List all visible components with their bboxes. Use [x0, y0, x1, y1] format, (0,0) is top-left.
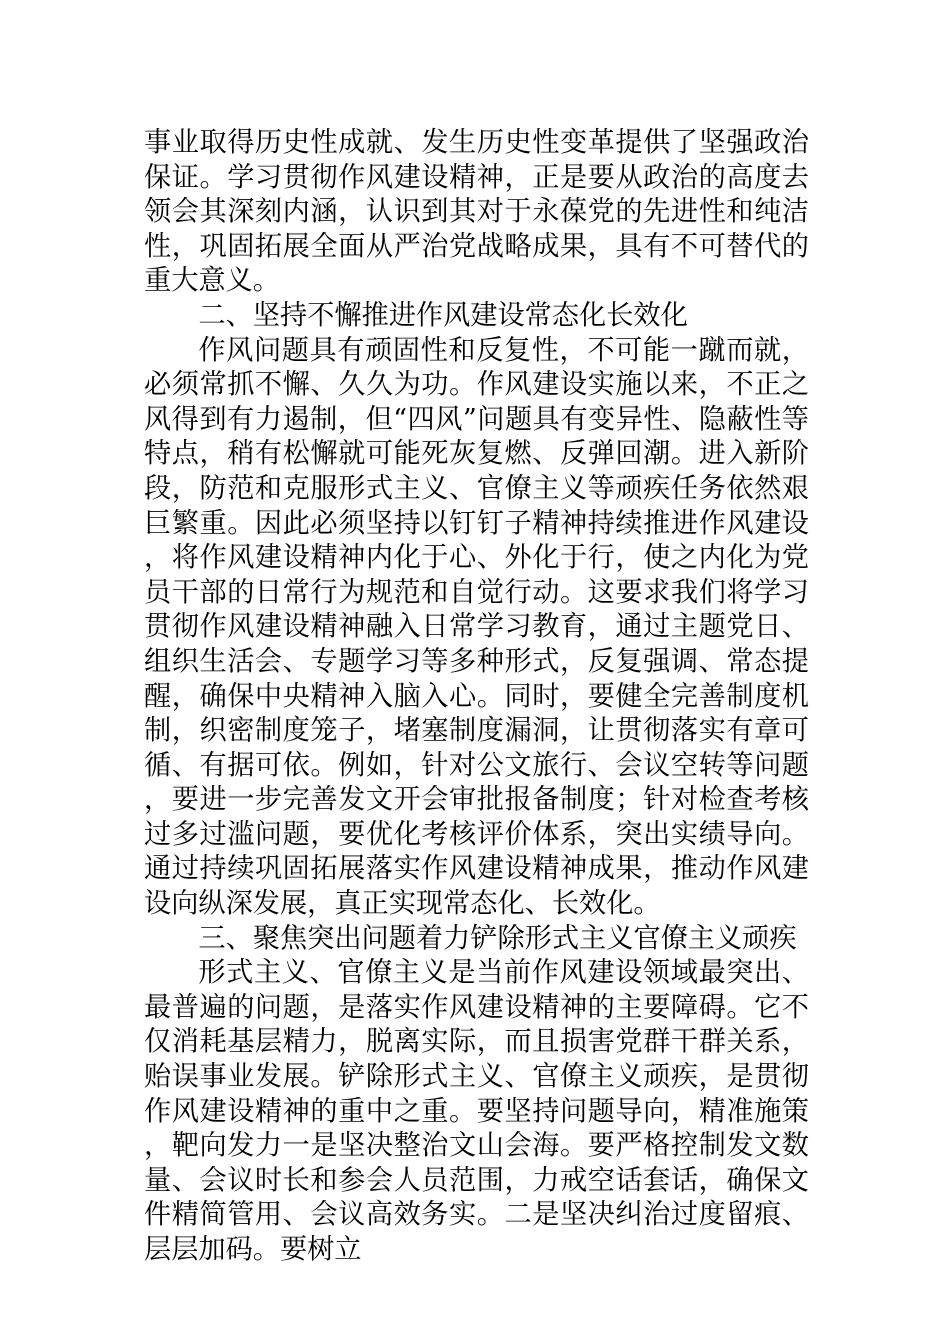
paragraph-continued: 事业取得历史性成就、发生历史性变革提供了坚强政治保证。学习贯彻作风建设精神，正是要从政治的高度去领会其深刻内涵，认识到其对于永葆党的先进性和纯洁性，巩固拓展全面从严治党战略成果，具有不可替代的重大意义。 — [144, 127, 809, 297]
section-heading-3: 三、聚焦突出问题着力铲除形式主义官僚主义顽疾 — [198, 922, 797, 954]
document-body — [144, 126, 809, 1268]
paragraph-section-3: 形式主义、官僚主义是当前作风建设领域最突出、最普遍的问题，是落实作风建设精神的主要障碍。它不仅消耗基层精力，脱离实际，而且损害党群干群关系，贻误事业发展。铲除形式主义、官僚主义顽疾，是贯彻作风建设精神的重中之重。要坚持问题导向，精准施策，靶向发力一是坚决整治文山会海。要严格控制发文数量、会议时长和参会人员范围，力戒空话套话，确保文件精简管用、会议高效务实。二是坚决纠治过度留痕、层层加码。要树立 — [144, 957, 809, 1265]
paragraph-section-2: 作风问题具有顽固性和反复性，不可能一蹴而就，必须常抓不懈、久久为功。作风建设实施以来，不正之风得到有力遏制，但“四风”问题具有变异性、隐蔽性等特点，稍有松懈就可能死灰复燃、反弹回潮。进入新阶段，防范和克服形式主义、官僚主义等顽疾任务依然艰巨繁重。因此必须坚持以钉钉子精神持续推进作风建设，将作风建设精神内化于心、外化于行，使之内化为党员干部的日常行为规范和自觉行动。这要求我们将学习贯彻作风建设精神融入日常学习教育，通过主题党日、组织生活会、专题学习等多种形式，反复强调、常态提醒，确保中央精神入脑入心。同时，要健全完善制度机制，织密制度笼子，堵塞制度漏洞，让贯彻落实有章可循、有据可依。例如，针对公文旅行、会议空转等问题，要进一步完善发文开会审批报备制度；针对检查考核过多过滥问题，要优化考核评价体系，突出实绩导向。通过持续巩固拓展落实作风建设精神成果，推动作风建设向纵深发展，真正实现常态化、长效化。 — [144, 334, 809, 920]
section-heading-2: 二、坚持不懈推进作风建设常态化长效化 — [198, 299, 688, 331]
